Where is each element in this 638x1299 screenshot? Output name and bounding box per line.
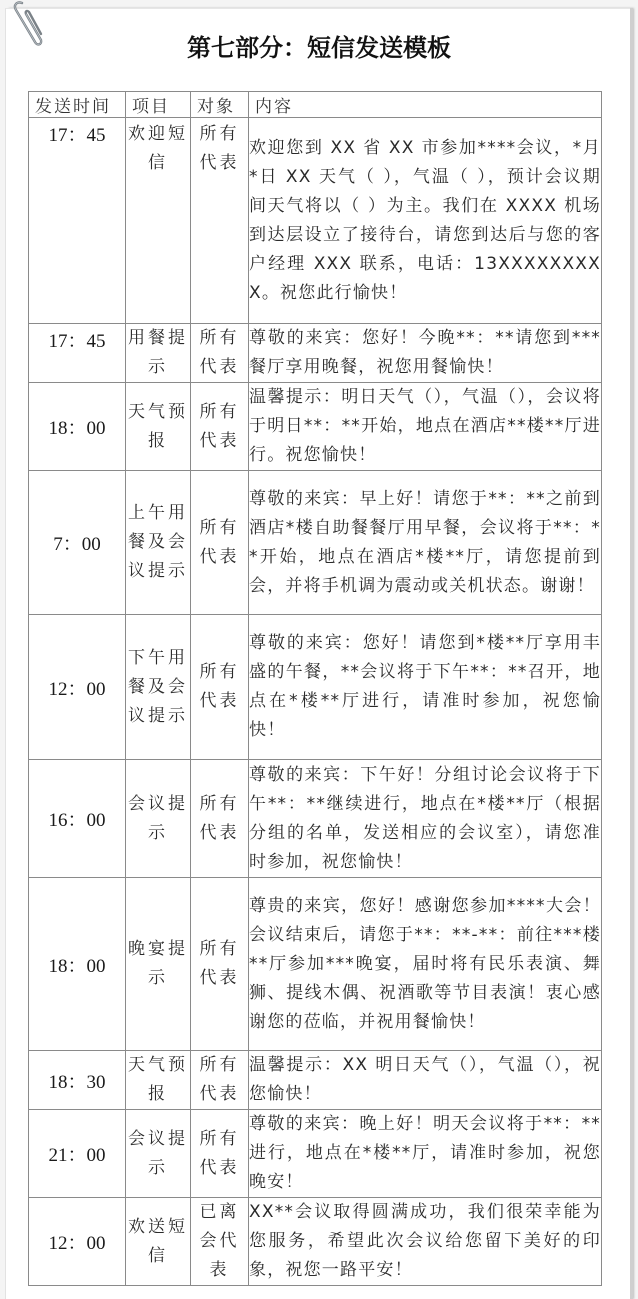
item-cell: 用餐提示 xyxy=(126,324,191,383)
target-cell: 所有代表 xyxy=(191,878,249,1051)
content-cell: 欢迎您到 XX 省 XX 市参加****会议，*月*日 XX 天气（ ），气温（ ），预计会议期间天气将以（ ）为主。我们在 XXXX 机场到达层设立了接待台，请您到达后与您的客户经理 XXX 联系，电话：13XXXXXXXXX。祝您此行愉快！ xyxy=(249,118,602,324)
content-cell: 尊敬的来宾：您好！请您到*楼**厅享用丰盛的午餐，**会议将于下午**：**召开，地点在*楼**厅进行，请准时参加，祝您愉快！ xyxy=(249,615,602,760)
send-time-cell: 17：45 xyxy=(29,324,126,383)
target-cell: 已离会代表 xyxy=(191,1198,249,1286)
content-cell: 尊敬的来宾：早上好！请您于**：**之前到酒店*楼自助餐餐厅用早餐，会议将于**：**开始，地点在酒店*楼**厅，请您提前到会，并将手机调为震动或关机状态。谢谢！ xyxy=(249,471,602,615)
target-cell: 所有代表 xyxy=(191,324,249,383)
header-item: 项目 xyxy=(126,92,191,118)
header-send-time: 发送时间 xyxy=(29,92,126,118)
send-time-cell: 18：00 xyxy=(29,878,126,1051)
content-cell: XX**会议取得圆满成功，我们很荣幸能为您服务，希望此次会议给您留下美好的印象，祝您一路平安！ xyxy=(249,1198,602,1286)
table-header-row xyxy=(29,92,602,118)
table-row xyxy=(29,118,602,324)
content-cell: 温馨提示：明日天气（），气温（），会议将于明日**：**开始，地点在酒店**楼**厅进行。祝您愉快！ xyxy=(249,383,602,471)
item-cell: 欢送短信 xyxy=(126,1198,191,1286)
target-cell: 所有代表 xyxy=(191,471,249,615)
table-row xyxy=(29,760,602,878)
table-row xyxy=(29,383,602,471)
target-cell: 所有代表 xyxy=(191,1110,249,1198)
item-cell: 天气预报 xyxy=(126,383,191,471)
send-time-cell: 12：00 xyxy=(29,1198,126,1286)
send-time-cell: 18：00 xyxy=(29,383,126,471)
item-cell: 下午用餐及会议提示 xyxy=(126,615,191,760)
table-row xyxy=(29,1110,602,1198)
send-time-cell: 21：00 xyxy=(29,1110,126,1198)
table-row xyxy=(29,324,602,383)
content-cell: 尊敬的来宾：您好！今晚**：**请您到***餐厅享用晚餐，祝您用餐愉快！ xyxy=(249,324,602,383)
send-time-cell: 7：00 xyxy=(29,471,126,615)
send-time-cell: 18：30 xyxy=(29,1051,126,1110)
target-cell: 所有代表 xyxy=(191,615,249,760)
item-cell: 上午用餐及会议提示 xyxy=(126,471,191,615)
target-cell: 所有代表 xyxy=(191,1051,249,1110)
table-row xyxy=(29,471,602,615)
table-row xyxy=(29,1051,602,1110)
table-row xyxy=(29,615,602,760)
page-title: 第七部分：短信发送模板 xyxy=(187,33,451,62)
item-cell: 会议提示 xyxy=(126,1110,191,1198)
item-cell: 会议提示 xyxy=(126,760,191,878)
item-cell: 晚宴提示 xyxy=(126,878,191,1051)
item-cell: 天气预报 xyxy=(126,1051,191,1110)
send-time-cell: 16：00 xyxy=(29,760,126,878)
content-cell: 尊敬的来宾：下午好！分组讨论会议将于下午**：**继续进行，地点在*楼**厅（根据分组的名单，发送相应的会议室），请您准时参加，祝您愉快！ xyxy=(249,760,602,878)
header-content: 内容 xyxy=(249,92,602,118)
table-row xyxy=(29,878,602,1051)
target-cell: 所有代表 xyxy=(191,760,249,878)
target-cell: 所有代表 xyxy=(191,118,249,324)
content-cell: 尊贵的来宾，您好！感谢您参加****大会！会议结束后，请您于**：**-**：前往***楼**厅参加***晚宴，届时将有民乐表演、舞狮、提线木偶、祝酒歌等节目表演！衷心感谢您的莅临，并祝用餐愉快！ xyxy=(249,878,602,1051)
header-target: 对象 xyxy=(191,92,249,118)
sms-template-table xyxy=(28,91,602,1286)
target-cell: 所有代表 xyxy=(191,383,249,471)
send-time-cell: 12：00 xyxy=(29,615,126,760)
item-cell: 欢迎短信 xyxy=(126,118,191,324)
table-row xyxy=(29,1198,602,1286)
send-time-cell: 17：45 xyxy=(29,118,126,324)
content-cell: 温馨提示：XX 明日天气（），气温（），祝您愉快！ xyxy=(249,1051,602,1110)
content-cell: 尊敬的来宾：晚上好！明天会议将于**：**进行，地点在*楼**厅，请准时参加，祝您晚安！ xyxy=(249,1110,602,1198)
